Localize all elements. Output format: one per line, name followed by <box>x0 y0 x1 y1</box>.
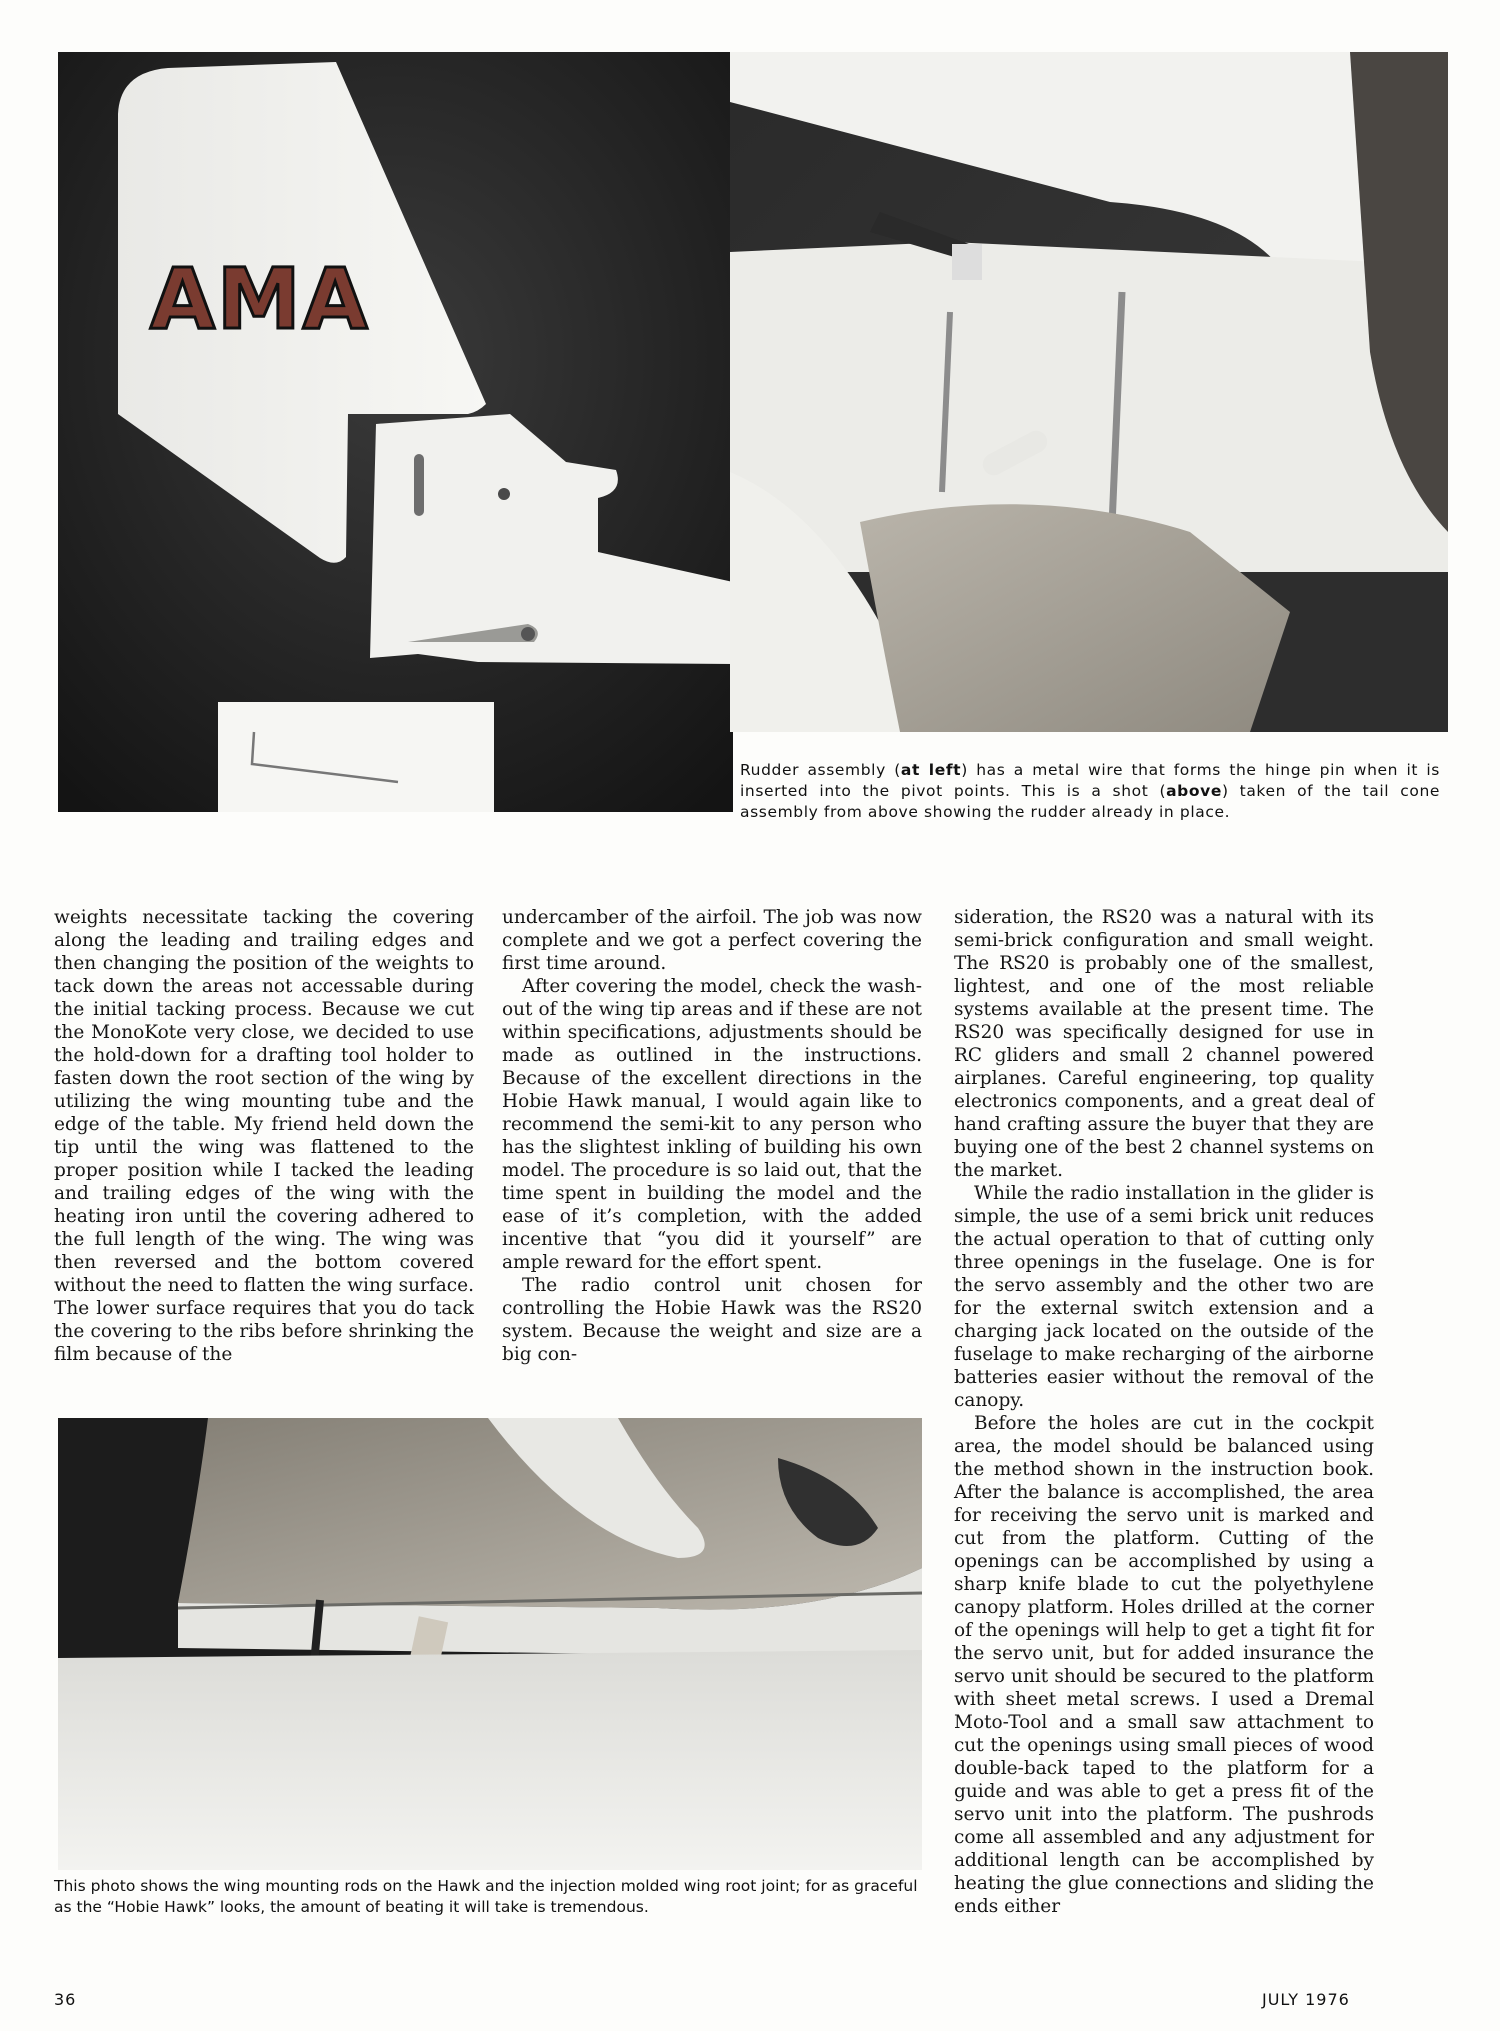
caption-bottom-photo: This photo shows the wing mounting rods on the Hawk and the injection molded wing root joint; for as graceful as the “Hobie Hawk” looks, the amount of beating it will take is tremendous. <box>54 1877 918 1916</box>
photo-tail-cone-assembly <box>730 52 1448 732</box>
article-column-1 <box>54 906 474 1366</box>
caption-top-photos <box>740 760 1440 823</box>
article-paragraph: Before the holes are cut in the cockpit area, the model should be balanced using the method shown in the instruction book. After the balance is accomplished, the area for receiving the servo unit is marked and cut from the platform. Cutting of the openings can be accomplished by using a sharp knife blade to cut the polyethylene canopy platform. Holes drilled at the corner of the openings will help to get a tight fit for the servo unit, but for added insurance the servo unit should be secured to the platform with sheet metal screws. I used a Dremal Moto-Tool and a small saw attachment to cut the openings using small pieces of wood double-back taped to the platform for a guide and was able to get a press fit of the servo unit into the platform. The pushrods come all assembled and any adjustment for additional length can be accomplished by heating the glue connections and sliding the ends either <box>954 1413 1374 1917</box>
caption-top-emphasis-2: above <box>1166 782 1222 800</box>
article-paragraph: sideration, the RS20 was a natural with its semi-brick configuration and small weight. The RS20 is probably one of the smallest, lightest, and one of the most reliable systems available at the present time. The RS20 was specifically designed for use in RC gliders and small 2 channel powered airplanes. Careful engineering, top quality electronics components, and a great deal of hand crafting assure the buyer that they are buying one of the best 2 channel systems on the market. <box>954 907 1374 1181</box>
photo-wing-root-joint <box>58 1418 922 1870</box>
issue-date: JULY 1976 <box>1262 1990 1350 2009</box>
article-column-2 <box>502 906 922 1366</box>
caption-top-emphasis-1: at left <box>900 761 962 779</box>
article-paragraph: undercamber of the airfoil. The job was now complete and we got a perfect covering the first time around. <box>502 907 922 974</box>
tail-lettering: AMA <box>150 250 370 348</box>
article-column-3 <box>954 906 1374 1918</box>
page-number: 36 <box>54 1990 77 2009</box>
article-paragraph: After covering the model, check the wash-out of the wing tip areas and if these are not within specifications, adjustments should be made as outlined in the instructions. Because of the excellent directions in the Hobie Hawk manual, I would again like to recommend the semi-kit to any person who has the slightest inkling of building his own model. The procedure is so laid out, that the time spent in building the model and the ease of it’s completion, with the added incentive that “you did it yourself” are ample reward for the effort spent. <box>502 976 922 1273</box>
article-paragraph: The radio control unit chosen for controlling the Hobie Hawk was the RS20 system. Because the weight and size are a big con- <box>502 1275 922 1365</box>
caption-top-text-2: ) has a metal wire that forms the hinge pin when it is inserted into the pivot points. This is a shot ( <box>740 761 1440 800</box>
caption-top-text-3: ) taken of the tail cone assembly from above showing the rudder already in place. <box>740 782 1440 821</box>
article-paragraph: While the radio installation in the glider is simple, the use of a semi brick unit reduces the actual operation to that of cutting only three openings in the fuselage. One is for the servo assembly and the other two are for the external switch extension and a charging jack located on the outside of the fuselage to make recharging of the airborne batteries easier without the removal of the canopy. <box>954 1183 1374 1411</box>
caption-top-text-1: Rudder assembly ( <box>740 761 901 779</box>
photo-rudder-assembly <box>58 52 733 812</box>
article-paragraph: weights necessitate tacking the covering along the leading and trailing edges and then changing the position of the weights to tack down the areas not accessable during the initial tacking process. Because we cut the MonoKote very close, we decided to use the hold-down for a drafting tool holder to fasten down the root section of the wing by utilizing the wing mounting tube and the edge of the table. My friend held down the tip until the wing was flattened to the proper position while I tacked the leading and trailing edges of the wing with the heating iron until the covering adhered to the full length of the wing. The wing was then reversed and the bottom covered without the need to flatten the wing surface. The lower surface requires that you do tack the covering to the ribs before shrinking the film because of the <box>54 907 474 1365</box>
